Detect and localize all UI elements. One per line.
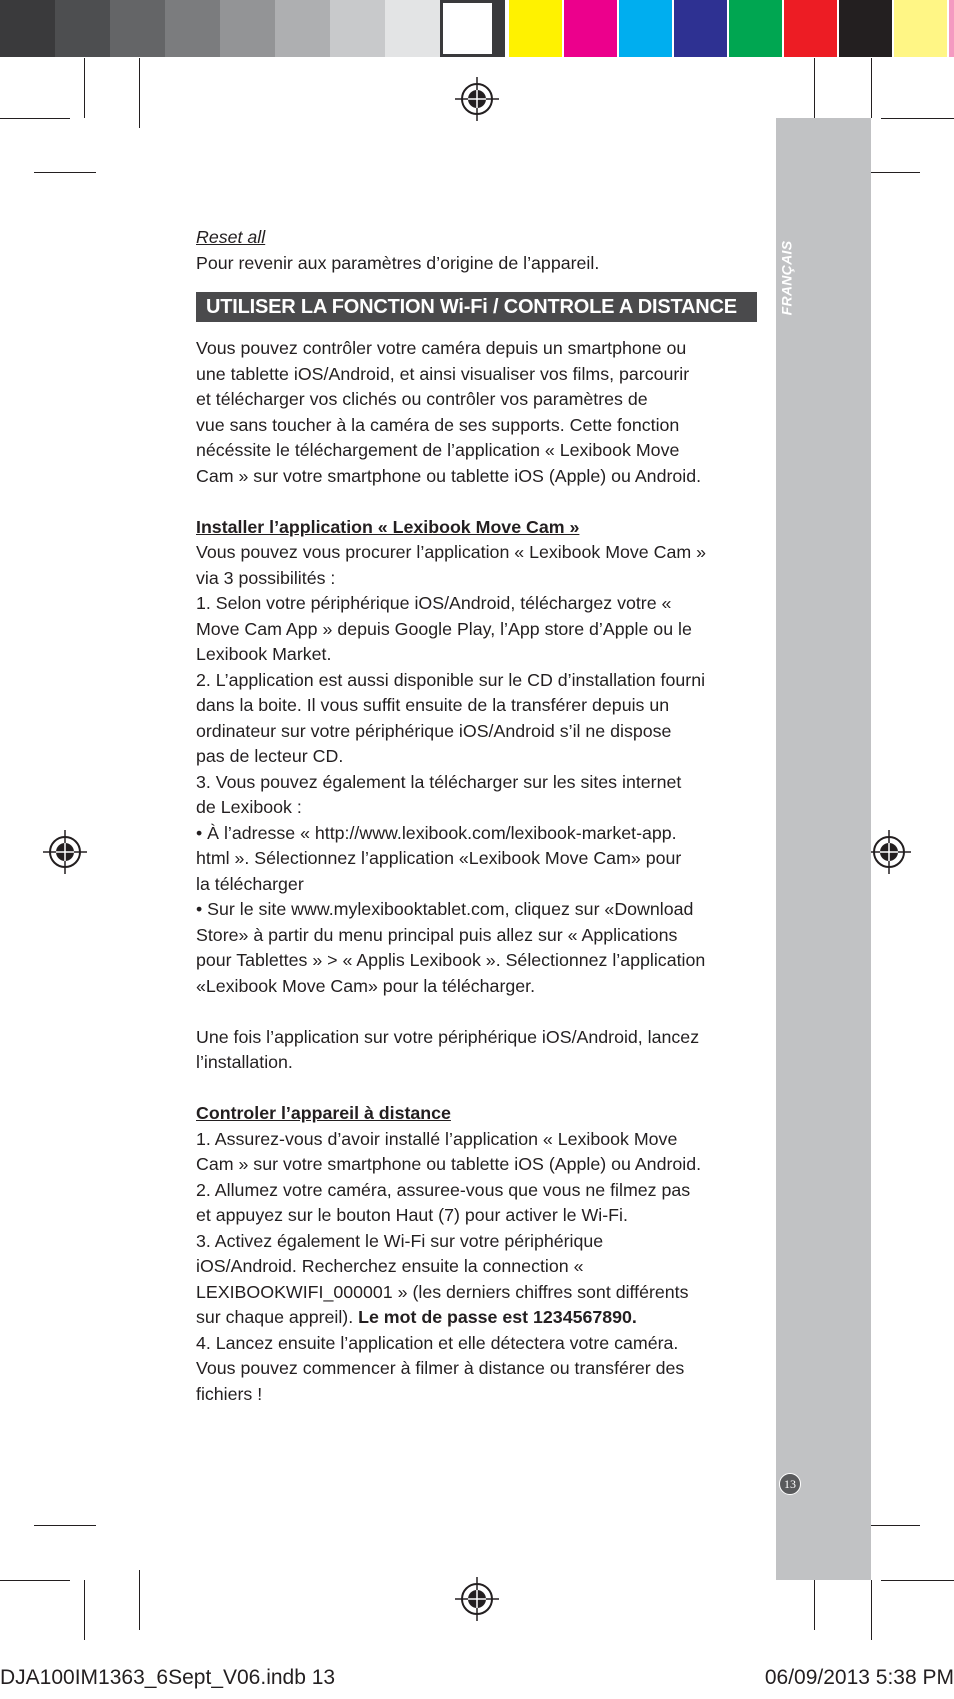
footer-file-name: DJA100IM1363_6Sept_V06.indb 13 — [0, 1666, 336, 1689]
process-color-swatch — [949, 0, 954, 57]
wifi-section-banner: UTILISER LA FONCTION Wi-Fi / CONTROLE A DISTANCE — [196, 292, 757, 322]
page-number-badge: 13 — [779, 1473, 801, 1495]
gray-swatch — [165, 0, 220, 57]
gray-swatch — [110, 0, 165, 57]
process-color-swatch — [619, 0, 672, 57]
install-app-heading: Installer l’application « Lexibook Move Cam » — [196, 516, 580, 537]
reset-all-description: Pour revenir aux paramètres d’origine de l’appareil. — [196, 252, 600, 273]
swatch-separator — [495, 0, 505, 57]
language-label-text: FRANÇAIS — [778, 240, 795, 316]
gray-swatch — [385, 0, 440, 57]
gray-swatch — [440, 0, 495, 57]
gray-swatch — [220, 0, 275, 57]
remote-control-steps: 1. Assurez-vous d’avoir installé l’application « Lexibook Move Cam » sur votre smartphone ou tablette iOS (Apple) ou Android. 2. Allumez votre caméra, assuree-vous que vous ne filmez pas et appuyez sur le bouton Haut (7) pour activer le Wi-Fi. 3. Activez également le Wi-Fi sur votre périphérique iOS/Android. Recherchez ensuite la connection « LEXIBOOKWIFI_000001 » (les derniers chiffres sont différents sur chaque appreil). — [196, 1128, 702, 1327]
process-color-swatch — [784, 0, 837, 57]
registration-mark-right-icon — [865, 828, 913, 876]
page-content — [196, 225, 761, 1407]
gray-swatch — [275, 0, 330, 57]
process-color-swatch — [839, 0, 892, 57]
language-label — [774, 236, 798, 320]
wifi-intro-paragraph: Vous pouvez contrôler votre caméra depuis un smartphone ou une tablette iOS/Android, et ainsi visualiser vos films, parcourir et télécharger vos clichés ou contrôler vos paramètres de vue sans toucher à la caméra de ses supports. Cette fonction nécéssite le téléchargement de l’application « Lexibook Move Cam » sur votre smartphone ou tablette iOS (Apple) ou Android. — [196, 338, 702, 486]
install-app-instructions: Vous pouvez vous procurer l’application « Lexibook Move Cam » via 3 possibilités : 1. Selon votre périphérique iOS/Android, téléchargez votre « Move Cam App » depuis Google Play, l’App store d’Apple ou le Lexibook Market. 2. L’application est aussi disponible sur le CD d’installation fourni dans la boite. Il vous suffit ensuite de la transférer depuis un ordinateur sur votre périphérique iOS/Android s’il ne dispose pas de lecteur CD. 3. Vous pouvez également la télécharger sur les sites internet de Lexibook : • À l’adresse « http://www.lexibook.com/lexibook-market-app. html ». Sélectionnez l’application «Lexibook Move Cam» pour la télécharger • Sur le site www.mylexibooktablet.com, cliquez sur «Download Store» à partir du menu principal puis allez sur « Applications pour Tablettes » > « Applis Lexibook ». Sélectionnez l’application «Lexibook Move Cam» pour la télécharger. — [196, 542, 707, 996]
gray-swatch — [55, 0, 110, 57]
registration-mark-bottom-icon — [453, 1575, 501, 1623]
footer-date-time: 06/09/2013 5:38 PM — [764, 1666, 954, 1689]
registration-mark-top-icon — [453, 75, 501, 123]
remote-control-heading: Controler l’appareil à distance — [196, 1103, 451, 1123]
process-color-swatch — [509, 0, 562, 57]
registration-mark-left-icon — [41, 828, 89, 876]
process-color-swatch — [729, 0, 782, 57]
language-side-tab — [776, 118, 871, 1580]
color-calibration-bar — [0, 0, 954, 60]
gray-swatch — [0, 0, 55, 57]
reset-all-title: Reset all — [196, 227, 266, 247]
gray-swatch — [330, 0, 385, 57]
remote-control-steps-end: 4. Lancez ensuite l’application et elle détectera votre caméra. Vous pouvez commencer à filmer à distance ou transférer des fichiers ! — [196, 1332, 685, 1404]
install-app-after: Une fois l’application sur votre périphérique iOS/Android, lancez l’installation. — [196, 1026, 700, 1072]
remote-control-instructions — [196, 1127, 761, 1408]
wifi-password-note: Le mot de passe est 1234567890. — [358, 1307, 637, 1327]
process-color-swatch — [674, 0, 727, 57]
process-color-swatch — [894, 0, 947, 57]
process-color-swatch — [564, 0, 617, 57]
